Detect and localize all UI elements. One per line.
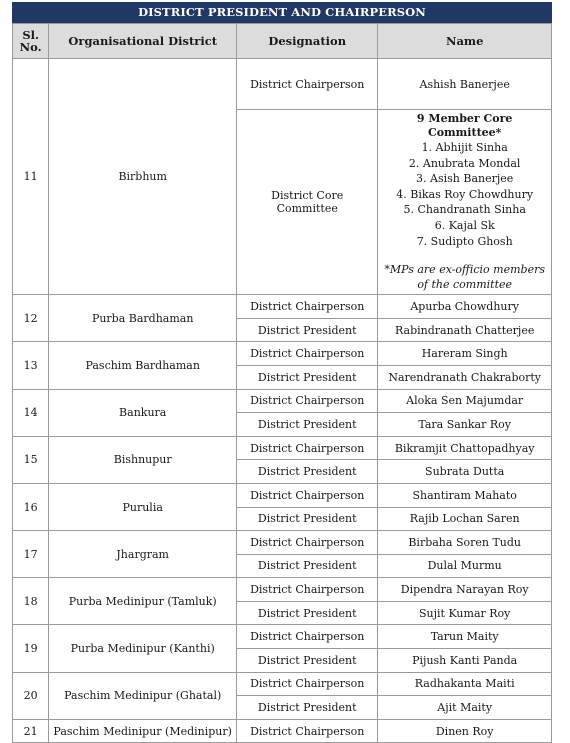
name-cell: Pijush Kanti Panda	[378, 649, 552, 673]
name-cell: Narendranath Chakraborty	[378, 365, 552, 389]
sl-cell: 16	[13, 483, 49, 530]
name-cell: Aloka Sen Majumdar	[378, 389, 552, 413]
committee-member: 4. Bikas Roy Chowdhury	[396, 187, 534, 201]
name-cell: Ajit Maity	[378, 696, 552, 720]
designation-cell: District President	[237, 318, 378, 342]
district-cell: Purulia	[49, 483, 237, 530]
sl-cell: 13	[13, 342, 49, 389]
designation-cell: District Chairperson	[237, 625, 378, 649]
designation-cell: District President	[237, 460, 378, 484]
committee-member: 2. Anubrata Mondal	[408, 156, 521, 170]
designation-cell: District President	[237, 601, 378, 625]
header-row	[13, 24, 552, 59]
name-cell: Ashish Banerjee	[378, 59, 552, 110]
name-cell: Sujit Kumar Roy	[378, 601, 552, 625]
designation-cell: District Chairperson	[237, 436, 378, 460]
designation-cell: District Chairperson	[237, 531, 378, 555]
committee-member: 7. Sudipto Ghosh	[416, 234, 513, 248]
designation-cell: District President	[237, 413, 378, 437]
designation-cell: District Chairperson	[237, 295, 378, 319]
name-cell: Bikramjit Chattopadhyay	[378, 436, 552, 460]
header-designation: Designation	[237, 24, 378, 59]
committee-member: 6. Kajal Sk	[434, 218, 495, 232]
designation-cell: District Chairperson	[237, 59, 378, 110]
designation-cell: District Chairperson	[237, 483, 378, 507]
sl-cell: 21	[13, 719, 49, 743]
district-cell: Paschim Medinipur (Ghatal)	[49, 672, 237, 719]
table-row	[13, 672, 552, 696]
designation-cell: District President	[237, 365, 378, 389]
committee-title: 9 Member Core Committee*	[416, 112, 513, 139]
district-cell: Paschim Bardhaman	[49, 342, 237, 389]
table-row	[13, 295, 552, 319]
name-cell: Radhakanta Maiti	[378, 672, 552, 696]
committee-member: 1. Abhijit Sinha	[421, 141, 508, 154]
table-row	[13, 342, 552, 366]
table-row	[13, 531, 552, 555]
table-row	[13, 625, 552, 649]
district-cell: Purba Medinipur (Tamluk)	[49, 578, 237, 625]
name-cell: Birbaha Soren Tudu	[378, 531, 552, 555]
district-cell: Jhargram	[49, 531, 237, 578]
designation-cell: District Chairperson	[237, 672, 378, 696]
table-row	[13, 719, 552, 743]
table-row	[13, 483, 552, 507]
committee-member: 5. Chandranath Sinha	[403, 203, 526, 217]
sl-cell: 18	[13, 578, 49, 625]
name-cell: Rajib Lochan Saren	[378, 507, 552, 531]
district-cell: Paschim Medinipur (Medinipur)	[49, 719, 237, 743]
name-cell: Rabindranath Chatterjee	[378, 318, 552, 342]
sl-cell: 11	[13, 59, 49, 295]
name-cell: Hareram Singh	[378, 342, 552, 366]
core-committee-cell	[378, 110, 552, 295]
designation-cell: District Core Committee	[237, 110, 378, 295]
name-cell: Subrata Dutta	[378, 460, 552, 484]
committee-note: *MPs are ex-officio members of the committee	[384, 263, 545, 292]
sl-cell: 15	[13, 436, 49, 483]
committee-member: 3. Asish Banerjee	[416, 172, 514, 186]
table-row	[13, 436, 552, 460]
designation-cell: District Chairperson	[237, 719, 378, 743]
district-cell: Bankura	[49, 389, 237, 436]
district-table	[12, 23, 552, 743]
designation-cell: District President	[237, 554, 378, 578]
district-cell: Birbhum	[49, 59, 237, 295]
district-cell: Bishnupur	[49, 436, 237, 483]
table-row	[13, 59, 552, 110]
district-cell: Purba Bardhaman	[49, 295, 237, 342]
designation-cell: District President	[237, 649, 378, 673]
name-cell: Dulal Murmu	[378, 554, 552, 578]
designation-cell: District Chairperson	[237, 342, 378, 366]
sl-cell: 12	[13, 295, 49, 342]
designation-cell: District Chairperson	[237, 578, 378, 602]
designation-cell: District President	[237, 696, 378, 720]
table-row	[13, 389, 552, 413]
table-row	[13, 578, 552, 602]
name-cell: Apurba Chowdhury	[378, 295, 552, 319]
name-cell: Tarun Maity	[378, 625, 552, 649]
sl-cell: 14	[13, 389, 49, 436]
sl-cell: 17	[13, 531, 49, 578]
header-district: Organisational District	[49, 24, 237, 59]
table-title: DISTRICT PRESIDENT AND CHAIRPERSON	[12, 2, 552, 23]
name-cell: Dipendra Narayan Roy	[378, 578, 552, 602]
sl-cell: 20	[13, 672, 49, 719]
designation-cell: District President	[237, 507, 378, 531]
name-cell: Dinen Roy	[378, 719, 552, 743]
header-sl-no: Sl. No.	[13, 24, 49, 59]
district-cell: Purba Medinipur (Kanthi)	[49, 625, 237, 672]
name-cell: Shantiram Mahato	[378, 483, 552, 507]
designation-cell: District Chairperson	[237, 389, 378, 413]
document-page	[12, 2, 552, 743]
name-cell: Tara Sankar Roy	[378, 413, 552, 437]
sl-cell: 19	[13, 625, 49, 672]
header-name: Name	[378, 24, 552, 59]
